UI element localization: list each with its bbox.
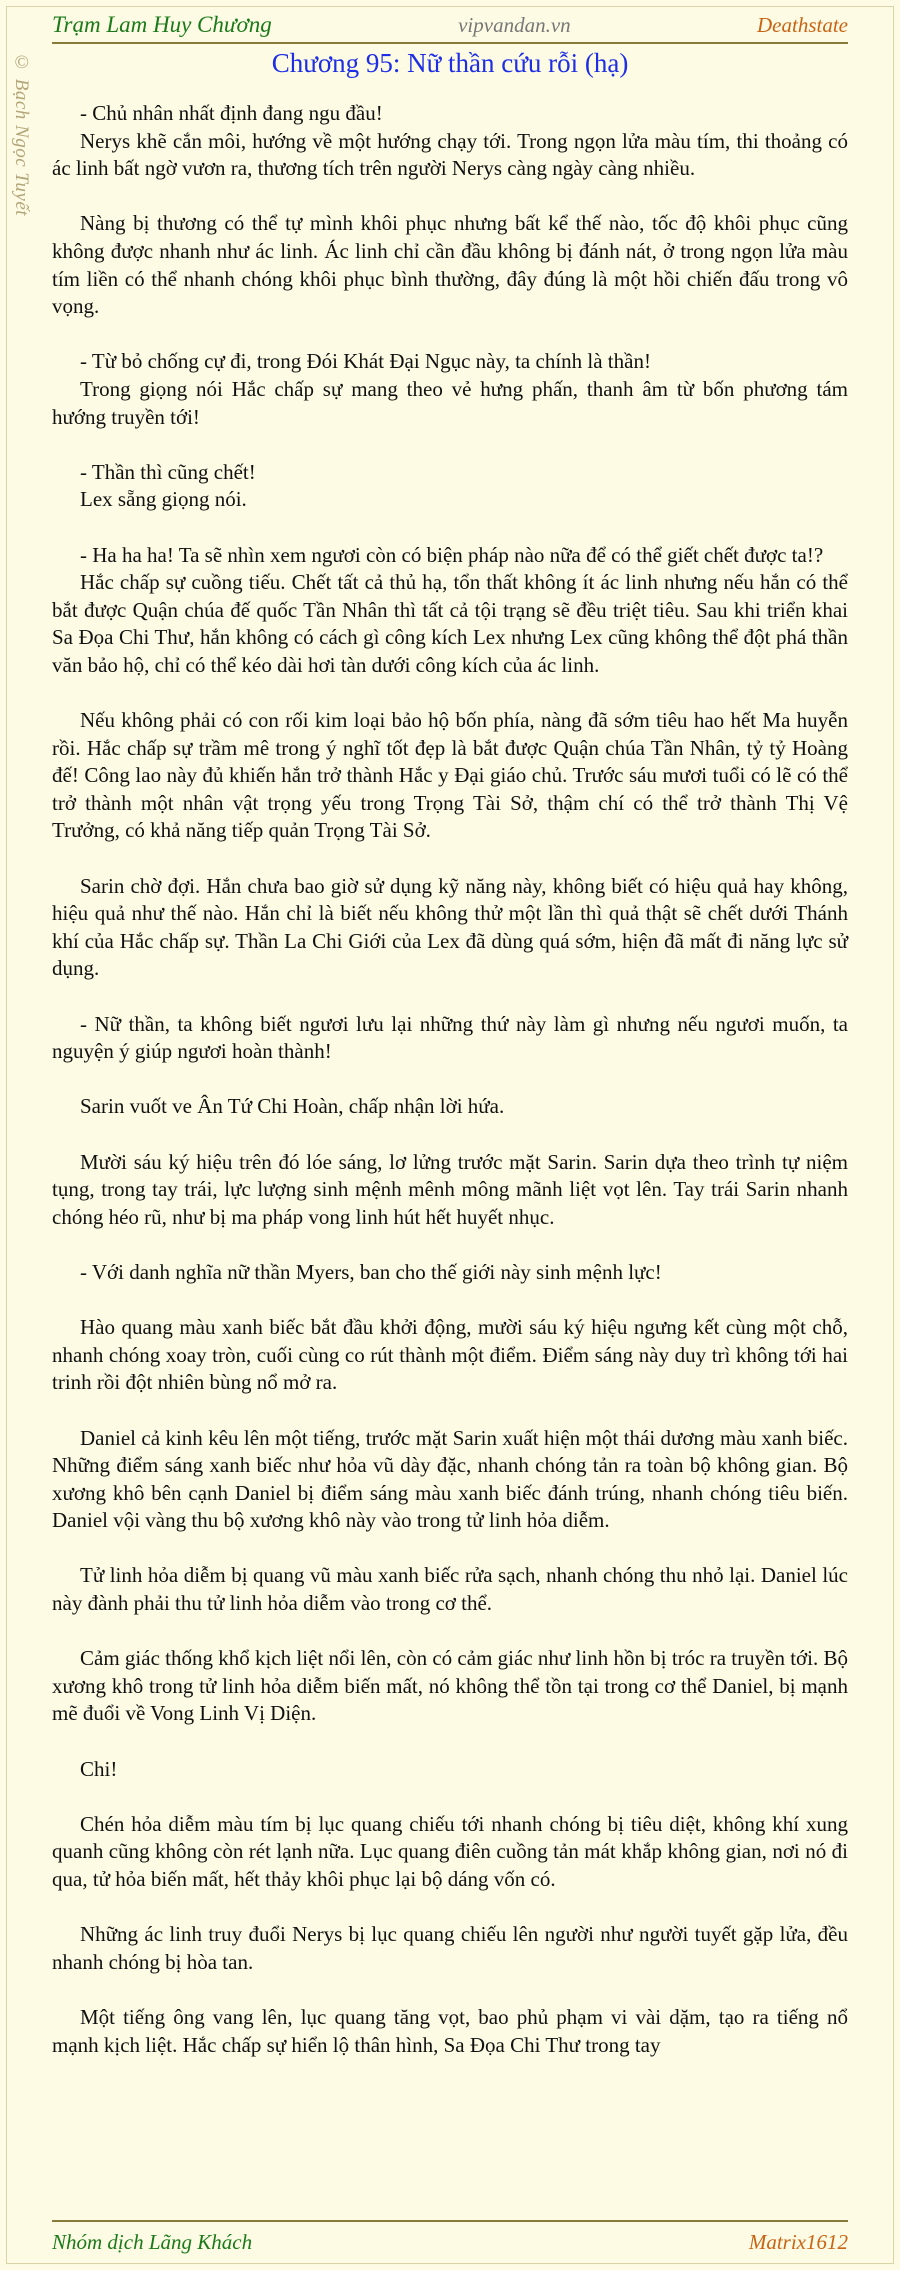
paragraph: Chén hỏa diễm màu tím bị lục quang chiếu tới nhanh chóng bị tiêu diệt, không khí xung quanh cũng không còn rét lạnh nữa. Lục quang điên cuồng tản mát khắp không gian, nơi nó đi qua, tử hỏa biến mất, hết thảy khôi phục lại bộ dáng vốn có. (52, 1811, 848, 1891)
paragraph: Daniel cả kinh kêu lên một tiếng, trước mặt Sarin xuất hiện một thái dương màu xanh biếc. Những điểm sáng xanh biếc như hỏa vũ dày đặc, nhanh chóng tản ra toàn bộ không gian. Bộ xương khô bên cạnh Daniel bị điểm sáng màu xanh biếc đánh trúng, nhanh chóng tiêu biến. Daniel vội vàng thu bộ xương khô này vào trong tử linh hỏa diễm. (52, 1425, 848, 1533)
chapter-body (52, 100, 848, 2059)
paragraph: Hào quang màu xanh biếc bắt đầu khởi động, mười sáu ký hiệu ngưng kết cùng một chỗ, nhanh chóng xoay tròn, cuối cùng co rút thành một điểm. Điểm sáng này duy trì không tới hai trinh rồi đột nhiên bùng nổ mở ra. (52, 1315, 848, 1395)
paragraph: - Từ bỏ chống cự đi, trong Đói Khát Đại Ngục này, ta chính là thần! (80, 349, 651, 374)
paragraph: - Ha ha ha! Ta sẽ nhìn xem ngươi còn có biện pháp nào nữa để có thể giết chết được ta!? (80, 542, 824, 567)
page-header (52, 8, 848, 44)
paragraph: Chi! (80, 1756, 118, 1781)
paragraph: - Nữ thần, ta không biết ngươi lưu lại những thứ này làm gì nhưng nếu ngươi muốn, ta nguyện ý giúp ngươi hoàn thành! (52, 1011, 848, 1064)
footer-team: Nhóm dịch Lãng Khách (52, 2229, 253, 2254)
paragraph: Nerys khẽ cắn môi, hướng về một hướng chạy tới. Trong ngọn lửa màu tím, thi thoảng có ác linh bất ngờ vươn ra, thương tích trên người Nerys càng ngày càng nhiều. (52, 128, 848, 181)
paragraph: - Với danh nghĩa nữ thần Myers, ban cho thế giới này sinh mệnh lực! (80, 1259, 662, 1284)
paragraph: Một tiếng ông vang lên, lục quang tăng vọt, bao phủ phạm vi vài dặm, tạo ra tiếng nổ mạnh kịch liệt. Hắc chấp sự hiển lộ thân hình, Sa Đọa Chi Thư trong tay (52, 2004, 848, 2057)
page-footer (52, 2220, 848, 2262)
paragraph: Tử linh hỏa diễm bị quang vũ màu xanh biếc rửa sạch, nhanh chóng thu nhỏ lại. Daniel lúc này đành phải thu tử linh hỏa diễm vào trong cơ thể. (52, 1563, 848, 1616)
paragraph: Nàng bị thương có thể tự mình khôi phục nhưng bất kể thế nào, tốc độ khôi phục cũng không được nhanh như ác linh. Ác linh chỉ cần đầu không bị đánh nát, ở trong ngọn lửa màu tím liền có thể nhanh chóng khôi phục bình thường, đây đúng là một hồi chiến đấu trong vô vọng. (52, 211, 848, 319)
paragraph: Sarin chờ đợi. Hắn chưa bao giờ sử dụng kỹ năng này, không biết có hiệu quả hay không, hiệu quả như thế nào. Hắn chỉ là biết nếu không thử một lần thì quả thật sẽ chết dưới Thánh khí của Hắc chấp sự. Thần La Chi Giới của Lex đã dùng quá sớm, hiện đã mất đi năng lực sử dụng. (52, 873, 848, 981)
paragraph: Trong giọng nói Hắc chấp sự mang theo vẻ hưng phấn, thanh âm từ bốn phương tám hướng truyền tới! (52, 376, 848, 429)
paragraph: Mười sáu ký hiệu trên đó lóe sáng, lơ lửng trước mặt Sarin. Sarin dựa theo trình tự niệm tụng, trong tay trái, lực lượng sinh mệnh mênh mông mãnh liệt vọt lên. Tay trái Sarin nhanh chóng héo rũ, như bị ma pháp vong linh hút hết huyết nhục. (52, 1149, 848, 1229)
chapter-title: Chương 95: Nữ thần cứu rỗi (hạ) (271, 48, 629, 78)
header-site: vipvandan.vn (458, 12, 571, 37)
paragraph: Những ác linh truy đuổi Nerys bị lục quang chiếu lên người như người tuyết gặp lửa, đều nhanh chóng bị hòa tan. (52, 1922, 848, 1974)
paragraph: Hắc chấp sự cuồng tiếu. Chết tất cả thủ hạ, tổn thất không ít ác linh nhưng nếu hắn có thể bắt được Quận chúa đế quốc Tần Nhân thì tất cả tội trạng sẽ đều triệt tiêu. Sau khi triển khai Sa Đọa Chi Thư, hắn không có cách gì công kích Lex nhưng Lex cũng không thể đột phá thần văn bảo hộ, chỉ có thể kéo dài hơi tàn dưới công kích của ác linh. (52, 570, 848, 677)
paragraph: Nếu không phải có con rối kim loại bảo hộ bốn phía, nàng đã sớm tiêu hao hết Ma huyễn rồi. Hắc chấp sự trầm mê trong ý nghĩ tốt đẹp là bắt được Quận chúa Tần Nhân, tỷ tỷ Hoàng đế! Công lao này đủ khiến hắn trở thành Hắc y Đại giáo chủ. Trước sáu mươi tuổi có lẽ có thể trở thành một nhân vật trọng yếu trong Trọng Tài Sở, thậm chí có thể trở thành Thị Vệ Trưởng, có khả năng tiếp quản Trọng Tài Sở. (52, 708, 848, 843)
header-tag: Deathstate (757, 12, 848, 37)
paragraph: - Chủ nhân nhất định đang ngu đầu! (80, 101, 383, 125)
paragraph: Lex sẵng giọng nói. (80, 487, 247, 512)
header-title: Trạm Lam Huy Chương (52, 12, 272, 37)
footer-page-id: Matrix1612 (748, 2229, 848, 2254)
paragraph: - Thần thì cũng chết! (80, 459, 256, 484)
copyright-watermark: © Bạch Ngọc Tuyết (11, 52, 32, 217)
paragraph: Sarin vuốt ve Ân Tứ Chi Hoàn, chấp nhận lời hứa. (80, 1094, 505, 1119)
paragraph: Cảm giác thống khổ kịch liệt nổi lên, còn có cảm giác như linh hồn bị tróc ra truyền tới. Bộ xương khô trong tử linh hỏa diễm biến mất, nó không thể tồn tại trong cơ thể Daniel, bị mạnh mẽ đuổi về Vong Linh Vị Diện. (52, 1646, 848, 1726)
